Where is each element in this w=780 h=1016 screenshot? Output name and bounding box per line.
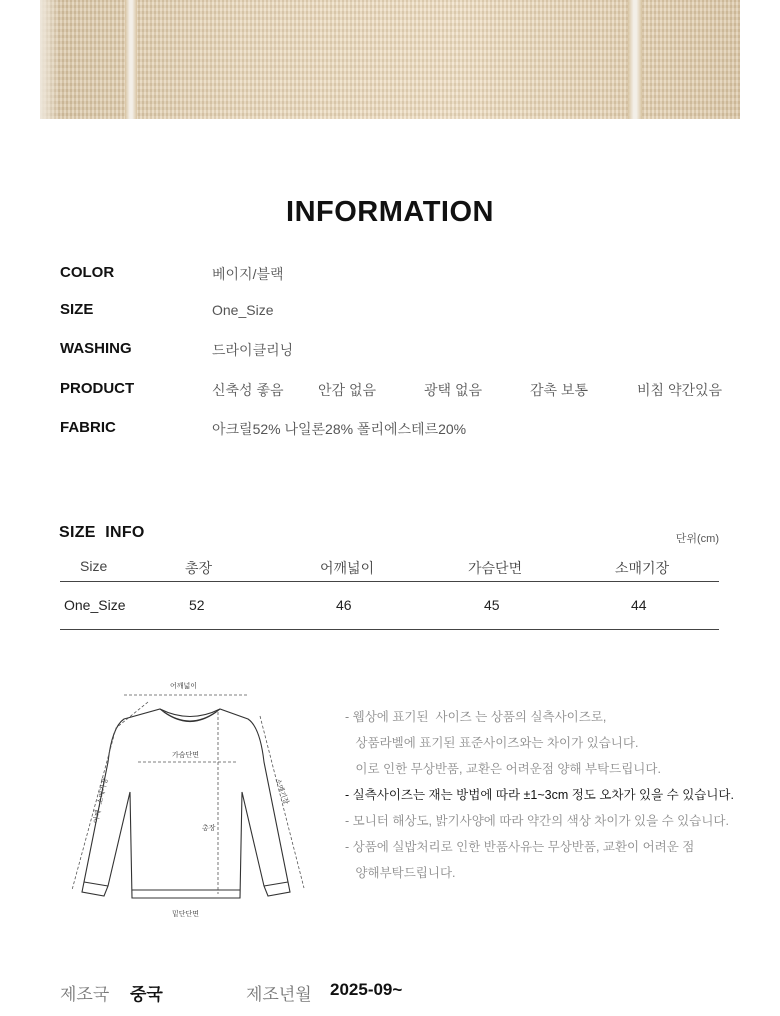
diagram-label-shoulder: 어깨넓이 xyxy=(170,682,198,690)
product-item-gloss: 광택 없음 xyxy=(424,382,482,398)
table-header-sleeve: 소매기장 xyxy=(615,560,670,576)
diagram-label-raglan: 어깨~소매기장 xyxy=(91,777,110,825)
table-header-size: Size xyxy=(80,558,108,574)
note-line-4: - 실측사이즈는 재는 방법에 따라 ±1~3cm 정도 오차가 있을 수 있습니다. xyxy=(345,788,734,802)
washing-value: 드라이클리닝 xyxy=(212,342,294,358)
table-cell-sleeve: 44 xyxy=(631,597,647,613)
table-cell-shoulder: 46 xyxy=(336,597,352,613)
origin-label: 제조국 xyxy=(60,985,110,1004)
note-line-6: - 상품에 실밥처리로 인한 반품사유는 무상반품, 교환이 어려운 점 xyxy=(345,840,695,854)
washing-label: WASHING xyxy=(60,340,132,357)
table-header-chest: 가슴단면 xyxy=(468,560,523,576)
diagram-label-length: 총장 xyxy=(202,824,216,832)
raglan-measure-line xyxy=(72,702,148,890)
origin-value: 중국 xyxy=(130,985,163,1004)
product-item-stretch: 신축성 좋음 xyxy=(212,382,284,398)
color-label: COLOR xyxy=(60,264,115,281)
unit-label: 단위(cm) xyxy=(675,533,719,545)
diagram-label-chest: 가슴단면 xyxy=(172,751,200,759)
sweater-measurement-diagram xyxy=(60,672,320,922)
table-cell-size: One_Size xyxy=(64,597,126,613)
fabric-label: FABRIC xyxy=(60,419,116,436)
note-line-5: - 모니터 해상도, 밝기사양에 따라 약간의 색상 차이가 있을 수 있습니다. xyxy=(345,814,729,828)
diagram-label-sleeve: 소매기장 xyxy=(273,777,291,806)
note-line-2: 상품라벨에 표기된 표준사이즈와는 차이가 있습니다. xyxy=(345,736,639,750)
table-header-shoulder: 어깨넓이 xyxy=(320,560,375,576)
color-value: 베이지/블랙 xyxy=(212,266,284,282)
fabric-value: 아크릴52% 나일론28% 폴리에스테르20% xyxy=(212,421,467,437)
note-line-7: 양해부탁드립니다. xyxy=(345,866,456,880)
arm-gap-left xyxy=(125,0,137,119)
note-line-1: - 웹상에 표기된 사이즈 는 상품의 실측사이즈로, xyxy=(345,710,607,724)
product-item-lining: 안감 없음 xyxy=(318,382,376,398)
diagram-label-hem: 밑단단면 xyxy=(172,910,200,918)
arm-gap-right xyxy=(628,0,642,119)
table-cell-chest: 45 xyxy=(484,597,500,613)
table-header-length: 총장 xyxy=(185,560,213,576)
table-cell-length: 52 xyxy=(189,597,205,613)
product-photo xyxy=(40,0,740,119)
table-bottom-rule xyxy=(60,629,719,630)
manufacture-date-value: 2025-09~ xyxy=(330,980,403,999)
size-info-title: SIZE INFO xyxy=(59,524,145,541)
product-label: PRODUCT xyxy=(60,380,135,397)
size-value: One_Size xyxy=(212,302,274,318)
size-label: SIZE xyxy=(60,301,94,318)
table-divider xyxy=(60,581,719,582)
information-title: INFORMATION xyxy=(286,196,494,228)
note-line-3: 이로 인한 무상반품, 교환은 어려운점 양해 부탁드립니다. xyxy=(345,762,661,776)
manufacture-date-label: 제조년월 xyxy=(246,985,312,1004)
product-item-sheer: 비침 약간있음 xyxy=(637,382,723,398)
product-item-texture: 감촉 보통 xyxy=(530,382,588,398)
